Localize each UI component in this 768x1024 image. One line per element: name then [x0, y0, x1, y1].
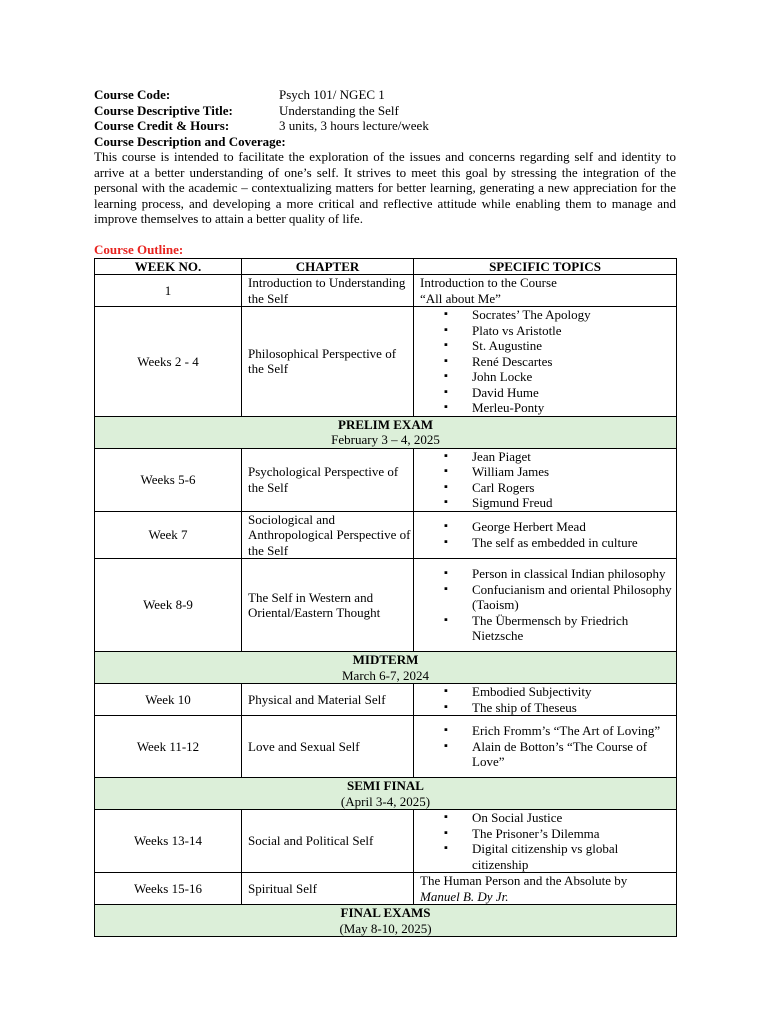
week-cell: Weeks 15-16 — [95, 873, 242, 905]
topic-item: ▪ St. Augustine — [444, 338, 676, 354]
exam-title: SEMI FINAL — [347, 778, 424, 793]
topics-cell — [414, 810, 677, 873]
exam-row — [95, 778, 677, 810]
topic-item: ▪ Jean Piaget — [444, 449, 676, 465]
course-info-label: Course Descriptive Title: — [94, 102, 233, 118]
topic-item: ▪ David Hume — [444, 385, 676, 401]
topic-item: ▪ Confucianism and oriental Philosophy (Taoism) — [444, 582, 676, 613]
week-cell: Weeks 5-6 — [95, 448, 242, 511]
course-outline-table — [94, 258, 677, 938]
topics-cell — [414, 716, 677, 778]
exam-row — [95, 905, 677, 937]
topic-item: ▪ Embodied Subjectivity — [444, 684, 676, 700]
week-cell: Week 11-12 — [95, 716, 242, 778]
week-cell: Week 7 — [95, 511, 242, 559]
table-row — [95, 810, 677, 873]
exam-date: (May 8-10, 2025) — [339, 920, 432, 936]
topics-list — [420, 566, 676, 644]
topic-item: ▪ William James — [444, 464, 676, 480]
exam-date: February 3 – 4, 2025 — [331, 432, 440, 447]
chapter-cell: Physical and Material Self — [242, 684, 414, 716]
topics-cell — [414, 307, 677, 417]
week-cell: Week 10 — [95, 684, 242, 716]
topics-list — [420, 519, 676, 550]
course-outline-heading: Course Outline: — [94, 241, 184, 257]
course-info — [94, 87, 676, 134]
table-row — [95, 275, 677, 307]
topic-item: ▪ On Social Justice — [444, 810, 676, 826]
topic-item: ▪ The ship of Theseus — [444, 700, 676, 716]
topic-item: ▪ René Descartes — [444, 354, 676, 370]
topics-list — [420, 723, 676, 770]
topic-item: ▪ John Locke — [444, 369, 676, 385]
column-header-topics: SPECIFIC TOPICS — [414, 258, 677, 275]
topic-text: The Human Person and the Absolute by — [420, 873, 628, 888]
exam-row — [95, 416, 677, 448]
topic-item: ▪ Socrates’ The Apology — [444, 307, 676, 323]
week-cell: 1 — [95, 275, 242, 307]
topic-item: ▪ Plato vs Aristotle — [444, 323, 676, 339]
chapter-cell: Social and Political Self — [242, 810, 414, 873]
course-syllabus-page — [94, 87, 676, 937]
topics-cell — [414, 448, 677, 511]
chapter-cell: Love and Sexual Self — [242, 716, 414, 778]
course-info-label: Course Code: — [94, 87, 171, 102]
topic-item: ▪ Carl Rogers — [444, 480, 676, 496]
week-cell: Weeks 2 - 4 — [95, 307, 242, 417]
exam-title: FINAL EXAMS — [340, 905, 431, 920]
course-info-row — [94, 103, 676, 119]
exam-cell — [95, 416, 677, 448]
table-row — [95, 511, 677, 559]
topic-item: ▪ Erich Fromm’s “The Art of Loving” — [444, 723, 676, 739]
chapter-cell: The Self in Western and Oriental/Eastern Thought — [242, 559, 414, 652]
topic-item: ▪ Digital citizenship vs global citizenship — [444, 841, 676, 872]
course-info-value: Psych 101/ NGEC 1 — [279, 87, 385, 102]
topics-list — [420, 449, 676, 511]
topic-item: ▪ The Übermensch by Friedrich Nietzsche — [444, 613, 676, 644]
topics-list — [420, 684, 676, 715]
chapter-cell: Spiritual Self — [242, 873, 414, 905]
table-row — [95, 448, 677, 511]
course-info-row — [94, 118, 676, 134]
course-info-value: 3 units, 3 hours lecture/week — [279, 118, 429, 133]
exam-cell — [95, 778, 677, 810]
table-row — [95, 307, 677, 417]
topic-text: “All about Me” — [420, 290, 501, 306]
topic-item: ▪ The Prisoner’s Dilemma — [444, 826, 676, 842]
week-cell: Weeks 13-14 — [95, 810, 242, 873]
course-info-row — [94, 87, 676, 103]
course-info-value: Understanding the Self — [279, 102, 399, 118]
topic-item: ▪ Merleu-Ponty — [444, 400, 676, 416]
week-cell: Week 8-9 — [95, 559, 242, 652]
topic-item: ▪ Sigmund Freud — [444, 495, 676, 511]
exam-title: PRELIM EXAM — [338, 416, 433, 432]
column-header-week: WEEK NO. — [95, 258, 242, 275]
topics-cell — [414, 873, 677, 905]
topics-cell — [414, 684, 677, 716]
description-text: This course is intended to facilitate the exploration of the issues and concerns regarding self and identity to arrive at a better understanding of one’s self. It strives to meet this goal by stressing the integration of the personal with the academic – contextualizing matters for better learning, generating a new appreciation for the learning process, and developing a more critical and reflective attitude while enabling them to manage and improve themselves to attain a better quality of life. — [94, 149, 676, 226]
column-header-chapter: CHAPTER — [242, 258, 414, 275]
exam-cell — [95, 652, 677, 684]
table-row — [95, 559, 677, 652]
exam-date: March 6-7, 2024 — [341, 667, 429, 683]
topic-item: ▪ Person in classical Indian philosophy — [444, 566, 676, 582]
topic-author: Manuel B. Dy Jr. — [420, 888, 509, 904]
chapter-cell: Psychological Perspective of the Self — [242, 448, 414, 511]
table-row — [95, 873, 677, 905]
course-info-label: Course Credit & Hours: — [94, 118, 230, 133]
exam-row — [95, 652, 677, 684]
topics-list — [420, 810, 676, 872]
table-row — [95, 684, 677, 716]
table-header-row — [95, 258, 677, 275]
exam-title: MIDTERM — [352, 652, 419, 667]
chapter-cell: Philosophical Perspective of the Self — [242, 307, 414, 417]
topics-cell — [414, 511, 677, 559]
topic-item: ▪ The self as embedded in culture — [444, 535, 676, 551]
topic-item: ▪ Alain de Botton’s “The Course of Love” — [444, 739, 676, 770]
topics-list — [420, 307, 676, 416]
table-row — [95, 716, 677, 778]
topic-item: ▪ George Herbert Mead — [444, 519, 676, 535]
topics-cell — [414, 275, 677, 307]
chapter-cell: Introduction to Understanding the Self — [242, 275, 414, 307]
topic-text: Introduction to the Course — [420, 275, 557, 290]
chapter-cell: Sociological and Anthropological Perspective of the Self — [242, 511, 414, 559]
exam-cell — [95, 905, 677, 937]
topics-cell — [414, 559, 677, 652]
exam-date: (April 3-4, 2025) — [340, 793, 431, 809]
description-heading: Course Description and Coverage: — [94, 133, 286, 149]
